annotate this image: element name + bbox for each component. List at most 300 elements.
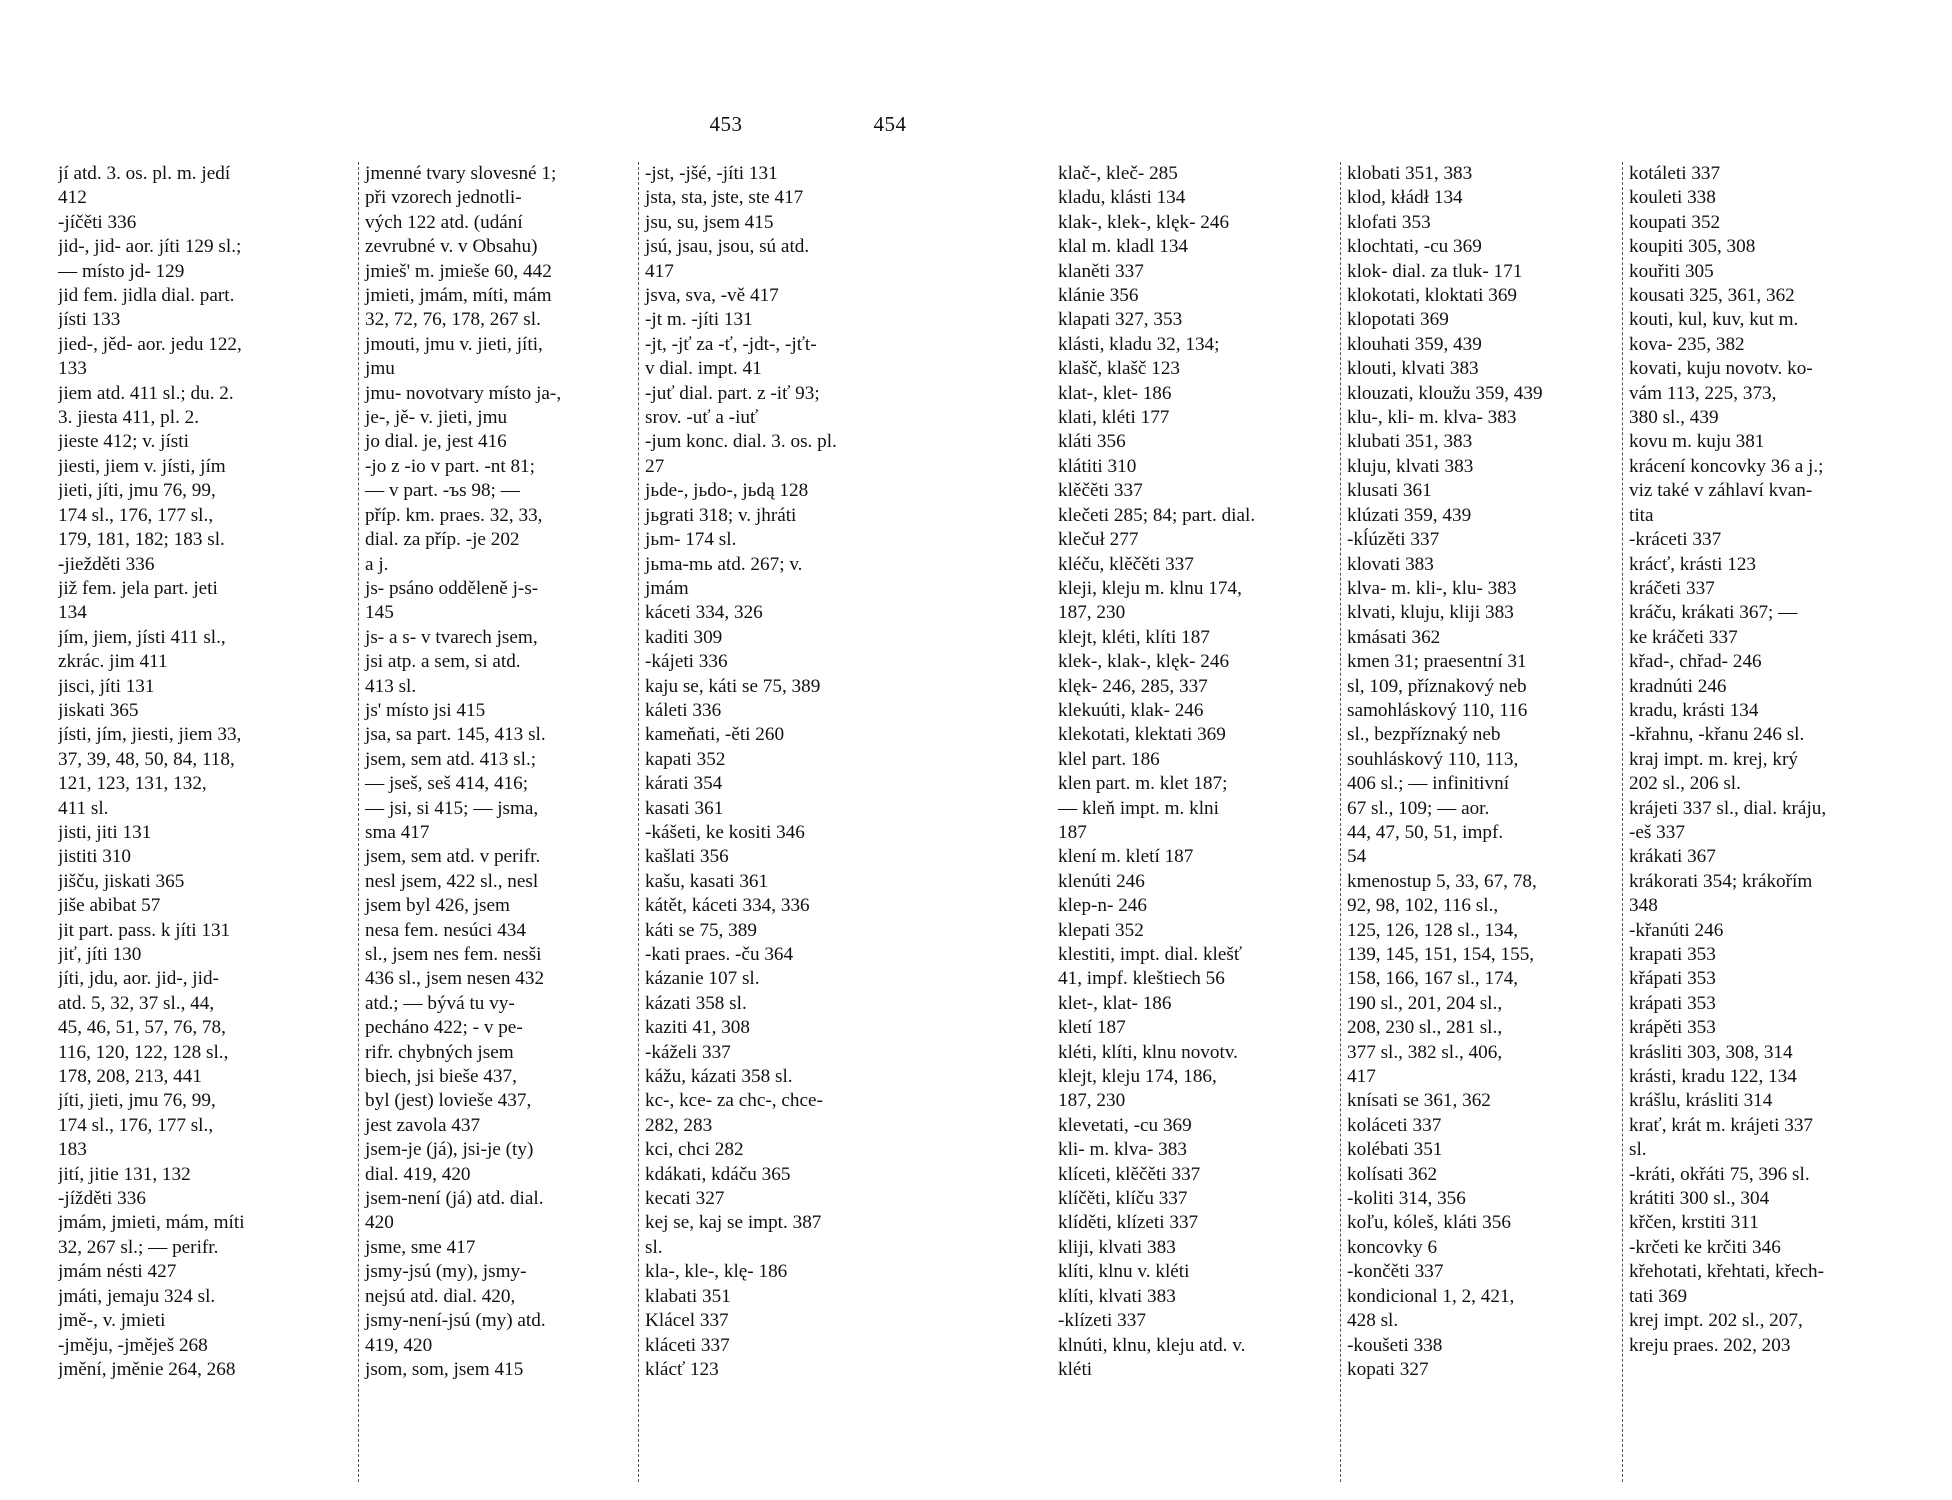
index-entry-line: 121, 123, 131, 132, bbox=[58, 773, 207, 795]
index-entry-line: je-, jě- v. jieti, jmu bbox=[365, 407, 508, 429]
index-entry-line: jsem, sem atd. 413 sl.; bbox=[365, 748, 537, 770]
index-entry-line: -jížděti 336 bbox=[58, 1188, 146, 1210]
index-entry-line: koľu, kóleš, kláti 356 bbox=[1347, 1212, 1511, 1234]
index-entry-line: — místo jd- 129 bbox=[58, 260, 185, 282]
index-entry-line: kondicional 1, 2, 421, bbox=[1347, 1285, 1515, 1307]
index-entry-line: krásti, kradu 122, 134 bbox=[1629, 1066, 1797, 1088]
index-entry-line: 67 sl., 109; — aor. bbox=[1347, 797, 1490, 819]
index-entry-line: 134 bbox=[58, 602, 87, 624]
index-entry-line: klátiti 310 bbox=[1058, 455, 1137, 477]
index-entry-line: kolísati 362 bbox=[1347, 1163, 1438, 1185]
index-entry-line: ke kráčeti 337 bbox=[1629, 626, 1738, 648]
index-entry-line: zkrác. jim 411 bbox=[58, 651, 168, 673]
index-entry-line: klásti, kladu 32, 134; bbox=[1058, 333, 1220, 355]
index-column-4 bbox=[1058, 162, 1340, 1482]
index-entry-line: koupiti 305, 308 bbox=[1629, 236, 1756, 258]
index-entry-line: kluju, klvati 383 bbox=[1347, 455, 1474, 477]
index-entry-line: kárati 354 bbox=[645, 773, 723, 795]
index-entry-line: kláti 356 bbox=[1058, 431, 1126, 453]
index-entry-line: jsom, som, jsem 415 bbox=[365, 1358, 524, 1380]
index-entry-line: jí atd. 3. os. pl. m. jedí bbox=[58, 163, 231, 184]
index-entry-line: jíti, jieti, jmu 76, 99, bbox=[58, 1090, 216, 1112]
index-entry-line: klek-, klak-, klęk- 246 bbox=[1058, 651, 1230, 673]
index-entry-line: kašlati 356 bbox=[645, 846, 729, 868]
index-entry-line: jest zavola 437 bbox=[365, 1114, 481, 1136]
index-entry-line: jsem byl 426, jsem bbox=[365, 895, 510, 917]
index-entry-line: krať, krát m. krájeti 337 bbox=[1629, 1114, 1814, 1136]
index-entry-line: klíčěti, klíču 337 bbox=[1058, 1188, 1188, 1210]
index-entry-line: 190 sl., 201, 204 sl., bbox=[1347, 992, 1503, 1014]
index-entry-line: jmu bbox=[365, 358, 395, 380]
index-entry-line: koláceti 337 bbox=[1347, 1114, 1442, 1136]
index-entry-line: -jíčěti 336 bbox=[58, 211, 137, 233]
index-entry-line: klejt, kleju 174, 186, bbox=[1058, 1066, 1217, 1088]
index-entry-line: jiem atd. 411 sl.; du. 2. bbox=[58, 382, 234, 404]
index-entry-line: kaditi 309 bbox=[645, 626, 723, 648]
index-entry-line: — jsi, si 415; — jsma, bbox=[365, 797, 539, 819]
index-entry-line: 41, impf. kleštiech 56 bbox=[1058, 968, 1225, 990]
index-entry-line: klok- dial. za tluk- 171 bbox=[1347, 260, 1523, 282]
index-entry-line: knísati se 361, 362 bbox=[1347, 1090, 1491, 1112]
index-entry-line: -křanúti 246 bbox=[1629, 919, 1724, 941]
index-entry-line: kameňati, -ěti 260 bbox=[645, 724, 785, 746]
index-entry-line: klěčěti 337 bbox=[1058, 480, 1143, 502]
index-entry-line: káti se 75, 389 bbox=[645, 919, 757, 941]
index-entry-line: klíceti, klěčěti 337 bbox=[1058, 1163, 1201, 1185]
index-column-2 bbox=[358, 162, 638, 1482]
index-entry-line: kmásati 362 bbox=[1347, 626, 1441, 648]
index-entry-line: kaju se, káti se 75, 389 bbox=[645, 675, 821, 697]
index-entry-line: -klízeti 337 bbox=[1058, 1310, 1146, 1332]
index-entry-line: křehotati, křehtati, křech- bbox=[1629, 1261, 1824, 1283]
index-entry-line: klíti, klnu v. kléti bbox=[1058, 1261, 1190, 1283]
index-entry-line: jit part. pass. k jíti 131 bbox=[58, 919, 231, 941]
index-entry-line: kecati 327 bbox=[645, 1188, 725, 1210]
index-entry-line: klejt, kléti, klíti 187 bbox=[1058, 626, 1210, 648]
index-entry-line: -koušeti 338 bbox=[1347, 1334, 1443, 1356]
index-entry-line: vých 122 atd. (udání bbox=[365, 211, 523, 233]
index-entry-line: jid fem. jidla dial. part. bbox=[58, 285, 235, 307]
index-entry-line: koupati 352 bbox=[1629, 211, 1721, 233]
index-entry-line: -eš 337 bbox=[1629, 821, 1685, 843]
index-entry-line: jsem, sem atd. v perifr. bbox=[365, 846, 541, 868]
index-entry-line: kaziti 41, 308 bbox=[645, 1017, 750, 1039]
index-entry-line: pecháno 422; - v pe- bbox=[365, 1017, 523, 1039]
index-entry-line: jieti, jíti, jmu 76, 99, bbox=[58, 480, 216, 502]
index-entry-line: sl, 109, příznakový neb bbox=[1347, 675, 1527, 697]
index-entry-line: kléču, klěčěti 337 bbox=[1058, 553, 1194, 575]
index-entry-line: -juť dial. part. z -iť 93; bbox=[645, 382, 820, 404]
page-number-right: 454 bbox=[873, 112, 907, 136]
index-column-1 bbox=[58, 162, 356, 1482]
index-entry-line: klúzati 359, 439 bbox=[1347, 504, 1472, 526]
index-entry-line: kráčeti 337 bbox=[1629, 577, 1715, 599]
index-entry-line: dial. za příp. -je 202 bbox=[365, 529, 520, 551]
index-entry-line: klnúti, klnu, kleju atd. v. bbox=[1058, 1334, 1246, 1356]
index-entry-line: káceti 334, 326 bbox=[645, 602, 763, 624]
index-entry-line: jsú, jsau, jsou, sú atd. bbox=[645, 236, 810, 258]
index-entry-line: 406 sl.; — infinitivní bbox=[1347, 773, 1510, 795]
index-entry-line: 32, 72, 76, 178, 267 sl. bbox=[365, 309, 541, 331]
index-entry-line: jísti, jím, jiesti, jiem 33, bbox=[58, 724, 242, 746]
index-entry-line: 92, 98, 102, 116 sl., bbox=[1347, 895, 1499, 917]
index-entry-line: jisci, jíti 131 bbox=[58, 675, 155, 697]
index-entry-line: jmění, jměnie 264, 268 bbox=[58, 1358, 236, 1380]
index-entry-line: 174 sl., 176, 177 sl., bbox=[58, 1114, 214, 1136]
index-entry-line: klapati 327, 353 bbox=[1058, 309, 1183, 331]
index-entry-line: 380 sl., 439 bbox=[1629, 407, 1719, 429]
index-entry-line: kléti bbox=[1058, 1358, 1093, 1380]
index-entry-line: — v part. -ъs 98; — bbox=[365, 480, 520, 502]
index-entry-line: klíti, klvati 383 bbox=[1058, 1285, 1176, 1307]
index-entry-line: krásliti 303, 308, 314 bbox=[1629, 1041, 1793, 1063]
index-entry-line: kovu m. kuju 381 bbox=[1629, 431, 1765, 453]
index-entry-line: jmě-, v. jmieti bbox=[58, 1310, 166, 1332]
index-entry-line: klet-, klat- 186 bbox=[1058, 992, 1172, 1014]
index-entry-line: koncovky 6 bbox=[1347, 1236, 1438, 1258]
index-entry-line: -jt, -jť za -ť, -jdt-, -jťt- bbox=[645, 333, 817, 355]
index-entry-line: jmieti, jmám, míti, mám bbox=[365, 285, 552, 307]
index-entry-line: krákati 367 bbox=[1629, 846, 1716, 868]
index-entry-line: křčen, krstiti 311 bbox=[1629, 1212, 1759, 1234]
index-entry-line: 37, 39, 48, 50, 84, 118, bbox=[58, 748, 235, 770]
index-entry-line: krákorati 354; krákořím bbox=[1629, 870, 1813, 892]
index-entry-line: krášlu, krásliti 314 bbox=[1629, 1090, 1773, 1112]
index-column-6 bbox=[1622, 162, 1924, 1482]
index-entry-line: jsu, su, jsem 415 bbox=[645, 211, 774, 233]
index-entry-line: 348 bbox=[1629, 895, 1658, 917]
index-entry-line: jisti, jiti 131 bbox=[58, 821, 152, 843]
index-entry-line: 419, 420 bbox=[365, 1334, 433, 1356]
index-entry-line: klevetati, -cu 369 bbox=[1058, 1114, 1192, 1136]
index-entry-line: klopotati 369 bbox=[1347, 309, 1449, 331]
index-entry-line: kc-, kce- za chc-, chce- bbox=[645, 1090, 823, 1112]
index-entry-line: jiesti, jiem v. jísti, jím bbox=[58, 455, 226, 477]
index-entry-line: -jiežděti 336 bbox=[58, 553, 155, 575]
index-entry-line: klenúti 246 bbox=[1058, 870, 1145, 892]
page-number-left: 453 bbox=[709, 112, 743, 136]
index-entry-line: krácť, krásti 123 bbox=[1629, 553, 1757, 575]
index-entry-line: kouřiti 305 bbox=[1629, 260, 1714, 282]
index-entry-line: klabati 351 bbox=[645, 1285, 731, 1307]
index-entry-line: js- psáno odděleně j-s- bbox=[365, 577, 539, 599]
index-entry-line: kasati 361 bbox=[645, 797, 724, 819]
index-entry-line: 412 bbox=[58, 187, 87, 209]
index-entry-line: kouleti 338 bbox=[1629, 187, 1716, 209]
index-entry-line: klofati 353 bbox=[1347, 211, 1431, 233]
index-entry-line: kmen 31; praesentní 31 bbox=[1347, 651, 1527, 673]
index-entry-line: 420 bbox=[365, 1212, 394, 1234]
index-entry-line: krápěti 353 bbox=[1629, 1017, 1716, 1039]
index-entry-line: klaněti 337 bbox=[1058, 260, 1144, 282]
index-entry-line: jmouti, jmu v. jieti, jíti, bbox=[365, 333, 543, 355]
index-entry-line: atd. 5, 32, 37 sl., 44, bbox=[58, 992, 215, 1014]
index-entry-line: 3. jiesta 411, pl. 2. bbox=[58, 407, 200, 429]
index-entry-line: jsem-je (já), jsi-je (ty) bbox=[365, 1139, 534, 1161]
index-entry-line: jsta, sta, jste, ste 417 bbox=[645, 187, 804, 209]
index-entry-line: klod, kłádł 134 bbox=[1347, 187, 1463, 209]
index-entry-line: klašč, klašč 123 bbox=[1058, 358, 1181, 380]
index-entry-line: klíděti, klízeti 337 bbox=[1058, 1212, 1199, 1234]
index-entry-line: kolébati 351 bbox=[1347, 1139, 1443, 1161]
index-entry-line: kláceti 337 bbox=[645, 1334, 730, 1356]
index-entry-line: 187 bbox=[1058, 821, 1087, 843]
index-entry-line: 145 bbox=[365, 602, 394, 624]
index-entry-line: krájeti 337 sl., dial. kráju, bbox=[1629, 797, 1827, 819]
index-entry-line: 133 bbox=[58, 358, 87, 380]
index-entry-line: klokotati, kloktati 369 bbox=[1347, 285, 1518, 307]
index-entry-line: kovati, kuju novotv. ko- bbox=[1629, 358, 1813, 380]
index-entry-line: 183 bbox=[58, 1139, 87, 1161]
index-entry-line: klač-, kleč- 285 bbox=[1058, 163, 1178, 184]
index-entry-line: klepati 352 bbox=[1058, 919, 1144, 941]
index-entry-line: jmám nésti 427 bbox=[58, 1261, 177, 1283]
index-entry-line: jmu- novotvary místo ja-, bbox=[365, 382, 562, 404]
index-entry-line: 428 sl. bbox=[1347, 1310, 1399, 1332]
index-entry-line: kmenostup 5, 33, 67, 78, bbox=[1347, 870, 1537, 892]
index-entry-line: 413 sl. bbox=[365, 675, 417, 697]
index-entry-line: 202 sl., 206 sl. bbox=[1629, 773, 1741, 795]
index-entry-line: 417 bbox=[1347, 1066, 1376, 1088]
index-entry-line: klu-, kli- m. klva- 383 bbox=[1347, 407, 1517, 429]
index-entry-line: nesa fem. nesúci 434 bbox=[365, 919, 526, 941]
index-entry-line: souhláskový 110, 113, bbox=[1347, 748, 1519, 770]
index-entry-line: kej se, kaj se impt. 387 bbox=[645, 1212, 822, 1234]
index-entry-line: sl. bbox=[645, 1236, 663, 1258]
index-entry-line: kletí 187 bbox=[1058, 1017, 1126, 1039]
index-entry-line: klusati 361 bbox=[1347, 480, 1432, 502]
index-entry-line: -káželi 337 bbox=[645, 1041, 731, 1063]
index-entry-line: příp. km. praes. 32, 33, bbox=[365, 504, 543, 526]
index-entry-line: klęk- 246, 285, 337 bbox=[1058, 675, 1208, 697]
index-entry-line: klečeti 285; 84; part. dial. bbox=[1058, 504, 1256, 526]
index-entry-line: kázanie 107 sl. bbox=[645, 968, 760, 990]
index-entry-line: biech, jsi bieše 437, bbox=[365, 1066, 517, 1088]
index-entry-line: 32, 267 sl.; — perifr. bbox=[58, 1236, 219, 1258]
index-entry-line: -končěti 337 bbox=[1347, 1261, 1444, 1283]
index-entry-line: klánie 356 bbox=[1058, 285, 1139, 307]
index-entry-line: klouzati, kloužu 359, 439 bbox=[1347, 382, 1543, 404]
index-entry-line: srov. -uť a -iuť bbox=[645, 407, 759, 429]
index-entry-line: klouti, klvati 383 bbox=[1347, 358, 1479, 380]
index-entry-line: rifr. chybných jsem bbox=[365, 1041, 514, 1063]
index-entry-line: a j. bbox=[365, 553, 389, 575]
index-entry-line: 411 sl. bbox=[58, 797, 109, 819]
index-entry-line: kova- 235, 382 bbox=[1629, 333, 1745, 355]
index-entry-line: klvati, kluju, kliji 383 bbox=[1347, 602, 1514, 624]
index-entry-line: klácť 123 bbox=[645, 1358, 719, 1380]
index-entry-line: křad-, chřad- 246 bbox=[1629, 651, 1762, 673]
index-entry-line: jieste 412; v. jísti bbox=[58, 431, 189, 453]
index-entry-line: 54 bbox=[1347, 846, 1367, 868]
index-entry-line: káleti 336 bbox=[645, 699, 722, 721]
index-entry-line: jsmy-není-jsú (my) atd. bbox=[365, 1310, 546, 1332]
index-entry-line: -kráceti 337 bbox=[1629, 529, 1722, 551]
index-entry-line: kléti, klíti, klnu novotv. bbox=[1058, 1041, 1238, 1063]
index-entry-line: krácení koncovky 36 a j.; bbox=[1629, 455, 1824, 477]
index-entry-line: jsmy-jsú (my), jsmy- bbox=[365, 1261, 527, 1283]
index-entry-line: jid-, jid- aor. jíti 129 sl.; bbox=[58, 236, 242, 258]
index-entry-line: sl. bbox=[1629, 1139, 1647, 1161]
index-entry-line: kla-, kle-, klę- 186 bbox=[645, 1261, 788, 1283]
index-entry-line: krátiti 300 sl., 304 bbox=[1629, 1188, 1770, 1210]
index-entry-line: klat-, klet- 186 bbox=[1058, 382, 1172, 404]
index-entry-line: sl., jsem nes fem. nesši bbox=[365, 944, 542, 965]
index-entry-line: -kráti, okřáti 75, 396 sl. bbox=[1629, 1163, 1810, 1185]
index-entry-line: jmáti, jemaju 324 sl. bbox=[58, 1285, 216, 1307]
index-entry-line: -jum konc. dial. 3. os. pl. bbox=[645, 431, 837, 453]
index-entry-line: js- a s- v tvarech jsem, bbox=[365, 626, 538, 648]
index-entry-line: 178, 208, 213, 441 bbox=[58, 1066, 202, 1088]
index-entry-line: vám 113, 225, 373, bbox=[1629, 382, 1777, 404]
index-entry-line: klal m. kladl 134 bbox=[1058, 236, 1189, 258]
index-entry-line: kleji, kleju m. klnu 174, bbox=[1058, 577, 1242, 599]
index-entry-line: samohláskový 110, 116 bbox=[1347, 699, 1528, 721]
index-entry-line: 208, 230 sl., 281 sl., bbox=[1347, 1017, 1503, 1039]
index-entry-line: 27 bbox=[645, 455, 665, 477]
index-entry-line: -jo z -io v part. -nt 81; bbox=[365, 455, 535, 477]
index-entry-line: v dial. impt. 41 bbox=[645, 358, 762, 380]
index-entry-line: kázati 358 sl. bbox=[645, 992, 747, 1014]
index-entry-line: 282, 283 bbox=[645, 1114, 713, 1136]
index-entry-line: -kĺúzěti 337 bbox=[1347, 529, 1440, 551]
index-entry-line: klak-, klek-, klęk- 246 bbox=[1058, 211, 1230, 233]
index-entry-line: tita bbox=[1629, 504, 1654, 526]
index-entry-line: -křahnu, -křanu 246 sl. bbox=[1629, 724, 1805, 746]
index-entry-line: jьde-, jьdo-, jьdą 128 bbox=[645, 480, 809, 502]
index-column-3 bbox=[638, 162, 938, 1482]
index-entry-line: kousati 325, 361, 362 bbox=[1629, 285, 1795, 307]
index-entry-line: -kájeti 336 bbox=[645, 651, 728, 673]
index-entry-line: 377 sl., 382 sl., 406, bbox=[1347, 1041, 1503, 1063]
index-entry-line: — kleň impt. m. klni bbox=[1058, 797, 1219, 819]
index-entry-line: Klácel 337 bbox=[645, 1310, 729, 1332]
index-entry-line: 179, 181, 182; 183 sl. bbox=[58, 529, 225, 551]
index-entry-line: sma 417 bbox=[365, 821, 430, 843]
index-entry-line: jsa, sa part. 145, 413 sl. bbox=[365, 724, 546, 746]
index-entry-line: 45, 46, 51, 57, 76, 78, bbox=[58, 1017, 226, 1039]
index-entry-line: nesl jsem, 422 sl., nesl bbox=[365, 870, 539, 892]
index-entry-line: jíti, jdu, aor. jid-, jid- bbox=[58, 968, 219, 990]
index-entry-line: kážu, kázati 358 sl. bbox=[645, 1066, 793, 1088]
index-entry-line: jsi atp. a sem, si atd. bbox=[365, 651, 521, 673]
index-entry-line: klobati 351, 383 bbox=[1347, 163, 1473, 184]
index-entry-line: klouhati 359, 439 bbox=[1347, 333, 1482, 355]
index-column-5 bbox=[1340, 162, 1622, 1482]
index-entry-line: kopati 327 bbox=[1347, 1358, 1429, 1380]
index-entry-line: 436 sl., jsem nesen 432 bbox=[365, 968, 545, 990]
index-entry-line: -jměju, -jměješ 268 bbox=[58, 1334, 208, 1356]
index-entry-line: jmieš' m. jmieše 60, 442 bbox=[365, 260, 552, 282]
index-entry-line: 116, 120, 122, 128 sl., bbox=[58, 1041, 229, 1063]
index-entry-line: klovati 383 bbox=[1347, 553, 1434, 575]
index-entry-line: jmenné tvary slovesné 1; bbox=[365, 163, 557, 184]
index-entry-line: -jst, -jšé, -jíti 131 bbox=[645, 163, 778, 184]
index-entry-line: krápati 353 bbox=[1629, 992, 1716, 1014]
index-entry-line: -krčeti ke krčiti 346 bbox=[1629, 1236, 1781, 1258]
index-entry-line: klva- m. kli-, klu- 383 bbox=[1347, 577, 1517, 599]
index-entry-line: křápati 353 bbox=[1629, 968, 1716, 990]
index-entry-line: krapati 353 bbox=[1629, 944, 1716, 965]
index-entry-line: kotáleti 337 bbox=[1629, 163, 1721, 184]
index-entry-line: 174 sl., 176, 177 sl., bbox=[58, 504, 214, 526]
index-entry-line: viz také v záhlaví kvan- bbox=[1629, 480, 1813, 502]
index-entry-line: jití, jitie 131, 132 bbox=[58, 1163, 191, 1185]
index-entry-line: kliji, klvati 383 bbox=[1058, 1236, 1176, 1258]
index-entry-line: dial. 419, 420 bbox=[365, 1163, 471, 1185]
index-entry-line: klubati 351, 383 bbox=[1347, 431, 1473, 453]
index-entry-line: 44, 47, 50, 51, impf. bbox=[1347, 821, 1504, 843]
index-entry-line: 158, 166, 167 sl., 174, bbox=[1347, 968, 1519, 990]
index-entry-line: klestiti, impt. dial. klešť bbox=[1058, 944, 1243, 965]
index-entry-line: při vzorech jednotli- bbox=[365, 187, 522, 209]
index-entry-line: -kati praes. -ču 364 bbox=[645, 944, 794, 965]
index-entry-line: 187, 230 bbox=[1058, 602, 1126, 624]
index-entry-line: jistiti 310 bbox=[58, 846, 132, 868]
index-entry-line: jsva, sva, -vě 417 bbox=[645, 285, 779, 307]
index-entry-line: jiskati 365 bbox=[58, 699, 139, 721]
index-entry-line: — jseš, seš 414, 416; bbox=[365, 773, 529, 795]
index-entry-line: jsem-není (já) atd. dial. bbox=[365, 1188, 544, 1210]
index-entry-line: 417 bbox=[645, 260, 674, 282]
index-entry-line: jiše abibat 57 bbox=[58, 895, 161, 917]
index-entry-line: kradnúti 246 bbox=[1629, 675, 1727, 697]
index-entry-line: tati 369 bbox=[1629, 1285, 1688, 1307]
index-entry-line: -koliti 314, 356 bbox=[1347, 1188, 1466, 1210]
index-entry-line: kátět, káceti 334, 336 bbox=[645, 895, 810, 917]
index-entry-line: -jt m. -jíti 131 bbox=[645, 309, 753, 331]
index-entry-line: klel part. 186 bbox=[1058, 748, 1160, 770]
index-entry-line: kci, chci 282 bbox=[645, 1139, 744, 1161]
index-entry-line: kráču, krákati 367; — bbox=[1629, 602, 1798, 624]
index-entry-line: kouti, kul, kuv, kut m. bbox=[1629, 309, 1799, 331]
index-entry-line: klekotati, klektati 369 bbox=[1058, 724, 1226, 746]
index-entry-line: jo dial. je, jest 416 bbox=[365, 431, 507, 453]
index-entry-line: klep-n- 246 bbox=[1058, 895, 1147, 917]
index-entry-line: kašu, kasati 361 bbox=[645, 870, 769, 892]
index-entry-line: krej impt. 202 sl., 207, bbox=[1629, 1310, 1803, 1332]
index-entry-line: jiť, jíti 130 bbox=[58, 944, 142, 965]
index-entry-line: sl., bezpříznaký neb bbox=[1347, 724, 1501, 746]
index-entry-line: klati, kléti 177 bbox=[1058, 407, 1170, 429]
index-entry-line: již fem. jela part. jeti bbox=[58, 577, 218, 599]
index-entry-line: klení m. kletí 187 bbox=[1058, 846, 1194, 868]
index-entry-line: kdákati, kdáču 365 bbox=[645, 1163, 791, 1185]
index-entry-line: kreju praes. 202, 203 bbox=[1629, 1334, 1791, 1356]
index-entry-line: jsme, sme 417 bbox=[365, 1236, 476, 1258]
index-entry-line: -kášeti, ke kositi 346 bbox=[645, 821, 805, 843]
index-entry-line: kradu, krásti 134 bbox=[1629, 699, 1759, 721]
index-entry-line: klen part. m. klet 187; bbox=[1058, 773, 1228, 795]
index-entry-line: byl (jest) lovieše 437, bbox=[365, 1090, 532, 1112]
index-entry-line: js' místo jsi 415 bbox=[365, 699, 486, 721]
index-entry-line: jísti 133 bbox=[58, 309, 121, 331]
index-entry-line: jím, jiem, jísti 411 sl., bbox=[58, 626, 226, 648]
index-entry-line: zevrubné v. v Obsahu) bbox=[365, 236, 538, 258]
index-entry-line: klečuł 277 bbox=[1058, 529, 1139, 551]
index-entry-line: kladu, klásti 134 bbox=[1058, 187, 1186, 209]
index-entry-line: jьma-mь atd. 267; v. bbox=[645, 553, 803, 575]
index-entry-line: 187, 230 bbox=[1058, 1090, 1126, 1112]
index-entry-line: kapati 352 bbox=[645, 748, 726, 770]
index-entry-line: nejsú atd. dial. 420, bbox=[365, 1285, 516, 1307]
index-entry-line: klekuúti, klak- 246 bbox=[1058, 699, 1204, 721]
index-entry-line: atd.; — bývá tu vy- bbox=[365, 992, 515, 1014]
index-entry-line: 139, 145, 151, 154, 155, bbox=[1347, 944, 1535, 965]
index-entry-line: jьm- 174 sl. bbox=[645, 529, 737, 551]
index-entry-line: kli- m. klva- 383 bbox=[1058, 1139, 1187, 1161]
index-entry-line: klochtati, -cu 369 bbox=[1347, 236, 1482, 258]
